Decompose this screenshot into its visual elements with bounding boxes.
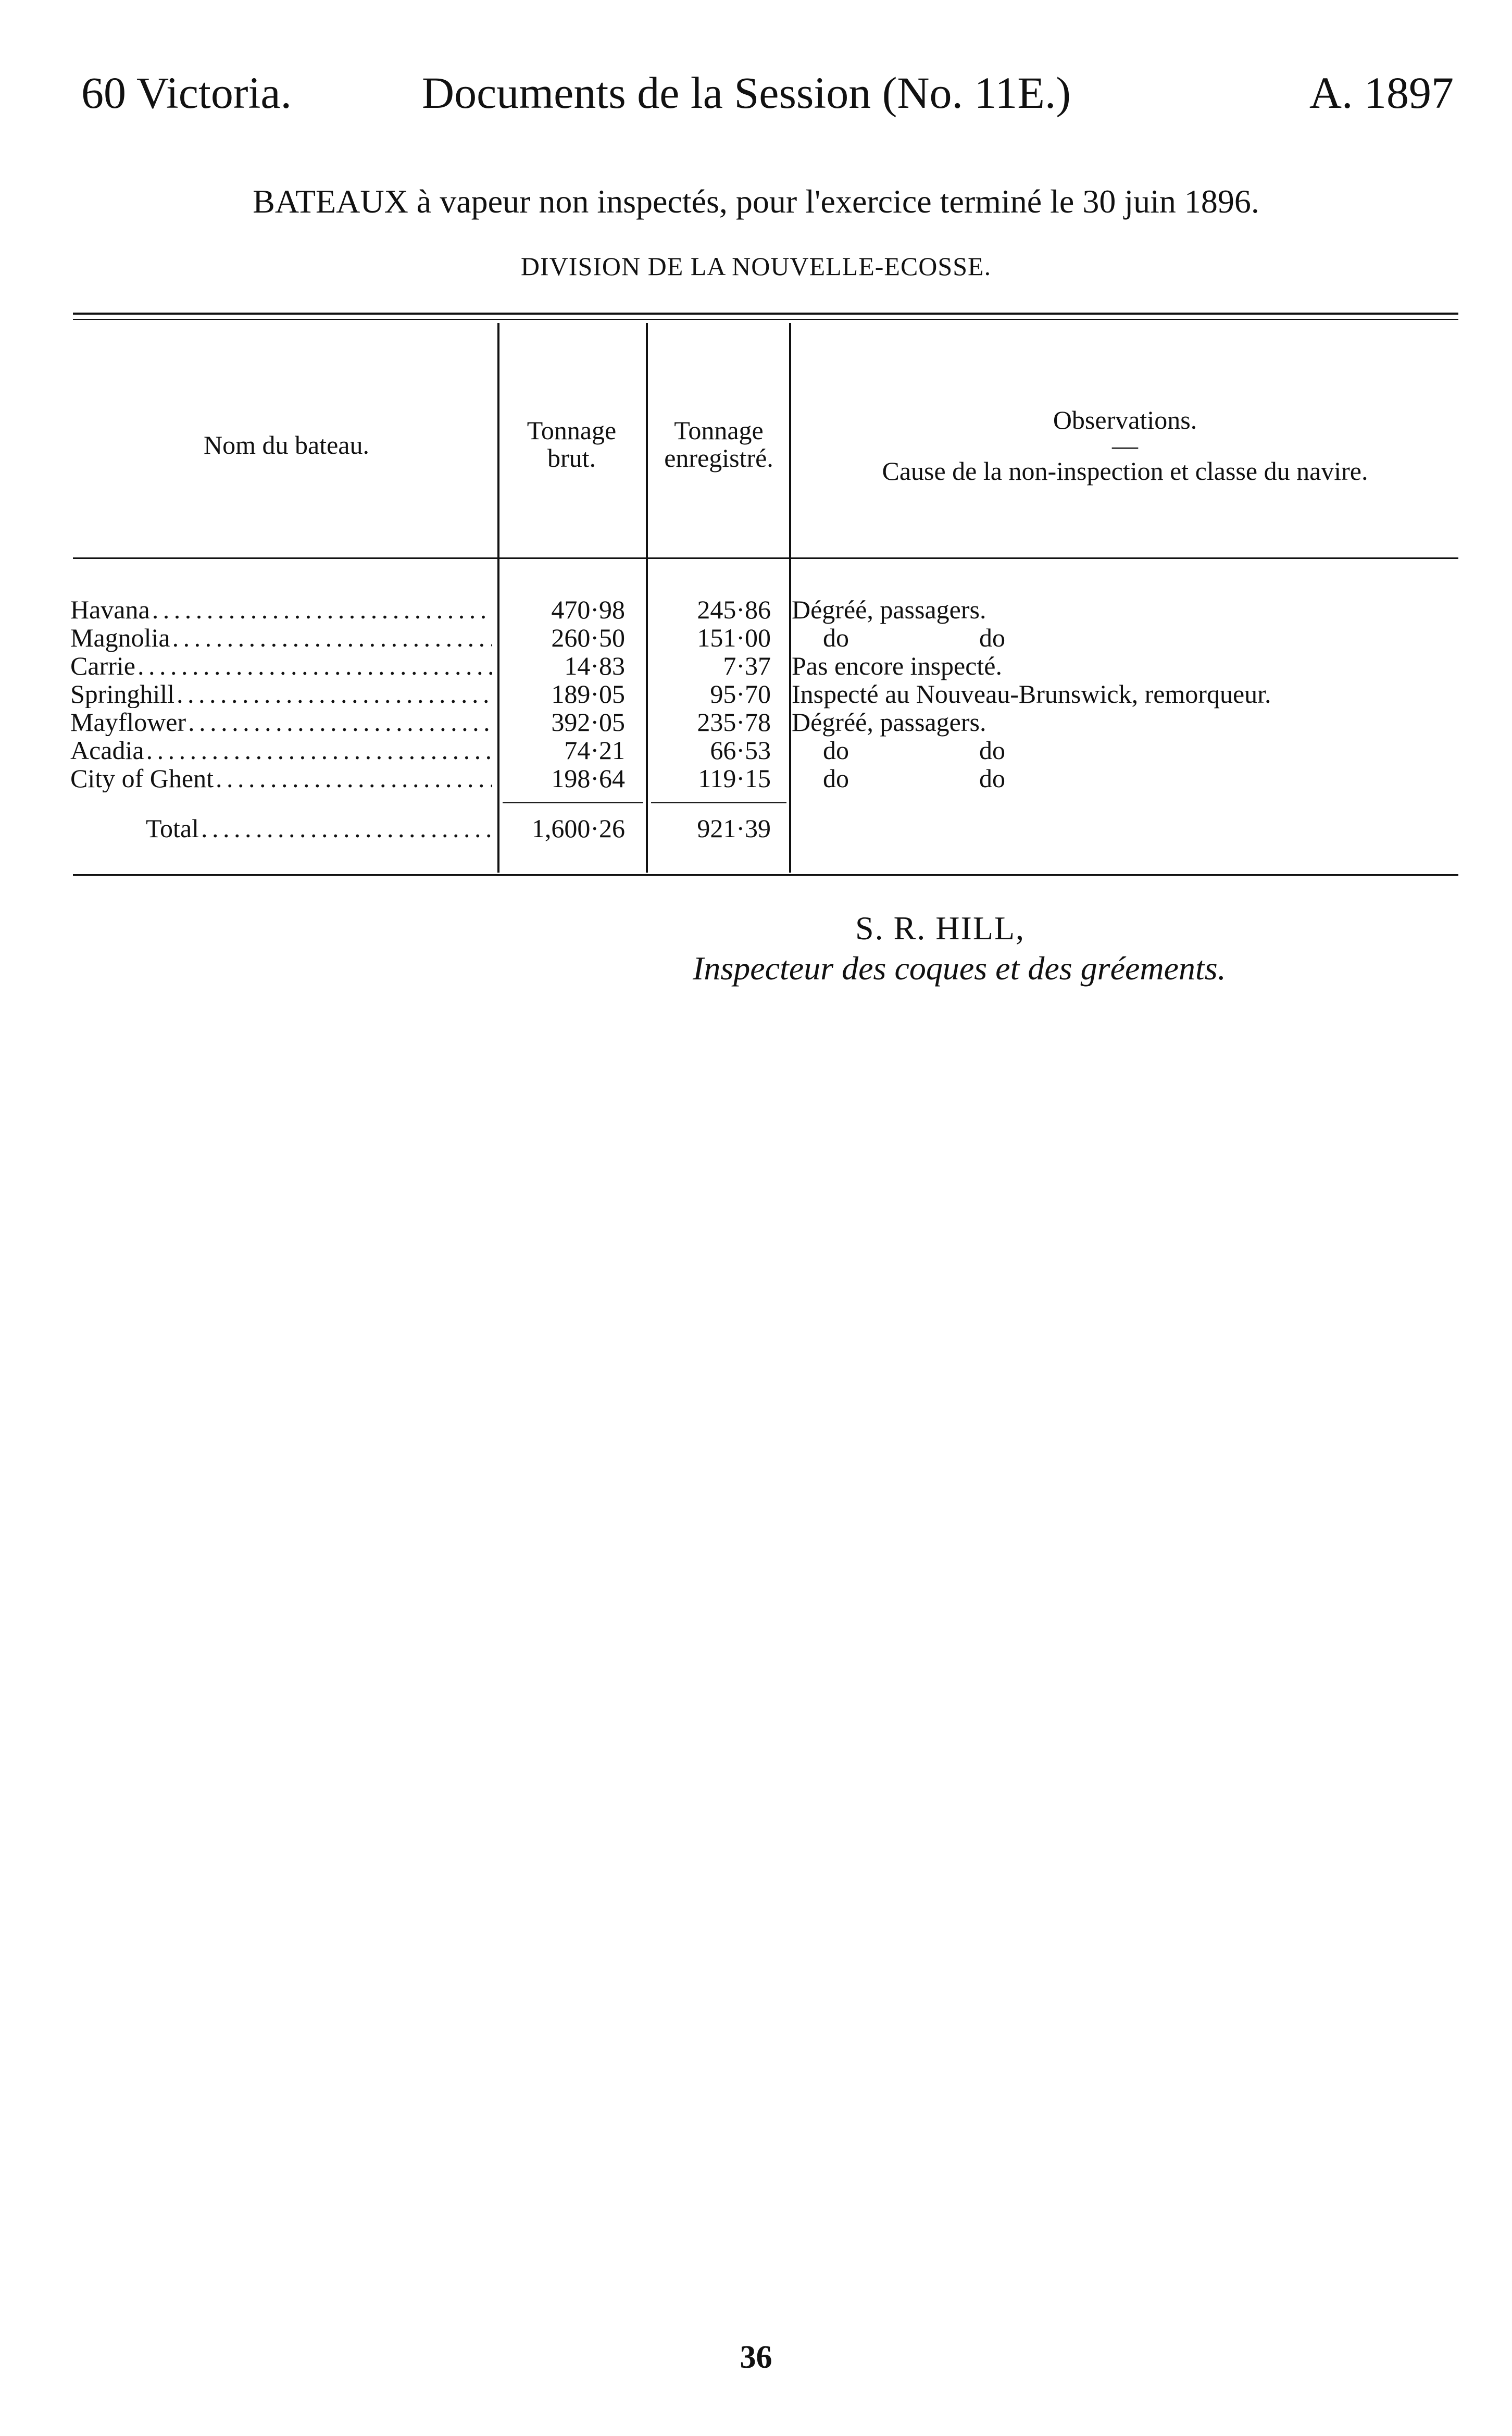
tonnage-reg-value: 235·78 — [697, 707, 771, 737]
column-header-reg-line2: enregistré. — [664, 443, 773, 473]
dot-leader — [177, 680, 492, 708]
dot-leader — [172, 624, 492, 652]
dot-leader — [138, 652, 492, 680]
table-top-rule — [73, 313, 1458, 315]
table-bottom-rule — [73, 874, 1458, 876]
header-volume: 60 Victoria. — [81, 68, 292, 118]
dot-leader — [201, 813, 492, 844]
total-label-cell — [146, 813, 492, 844]
row-name-cell — [70, 764, 492, 792]
header-session-documents: Documents de la Session (No. 11E.) — [422, 68, 1071, 118]
column-header-brut-line1: Tonnage — [527, 416, 617, 445]
observation-ditto — [792, 736, 1005, 764]
tonnage-reg-value: 95·70 — [710, 679, 771, 709]
total-sum-rule-reg — [651, 802, 786, 803]
observation-text: Dégréé, passagers. — [792, 707, 986, 737]
table-row — [0, 652, 1512, 680]
table-total-row — [0, 813, 1512, 844]
row-name-cell — [70, 736, 492, 764]
table-top-rule-second — [73, 319, 1458, 320]
table-row — [0, 736, 1512, 764]
tonnage-brut-value: 470·98 — [551, 595, 625, 624]
column-header-obs-line2: Cause de la non-inspection et classe du navire. — [882, 456, 1368, 486]
boat-name: Acadia — [70, 736, 144, 764]
tonnage-brut-value: 198·64 — [551, 764, 625, 793]
ditto-mark: do — [823, 736, 849, 765]
header-year: A. 1897 — [1309, 68, 1454, 118]
ditto-mark: do — [979, 764, 1005, 793]
ditto-mark: do — [979, 623, 1005, 652]
dot-leader — [216, 764, 492, 792]
ditto-mark: do — [823, 764, 849, 793]
column-header-tonnage-enregistre — [648, 417, 789, 471]
observation-text: Pas encore inspecté. — [792, 651, 1003, 680]
row-name-cell — [70, 624, 492, 652]
observation-text: Inspecté au Nouveau-Brunswick, remorqueur. — [792, 679, 1271, 709]
tonnage-reg-value: 66·53 — [710, 736, 771, 765]
column-header-brut-line2: brut. — [547, 443, 596, 473]
tonnage-reg-value: 245·86 — [697, 595, 771, 624]
total-label: Total — [146, 814, 199, 843]
observation-text: Dégréé, passagers. — [792, 595, 986, 624]
dot-leader — [188, 708, 492, 736]
table-row — [0, 595, 1512, 624]
column-header-reg-line1: Tonnage — [674, 416, 764, 445]
ditto-mark: do — [979, 736, 1005, 765]
page-number: 36 — [740, 2340, 772, 2375]
tonnage-brut-value: 14·83 — [564, 651, 625, 680]
column-header-tonnage-brut — [500, 417, 643, 471]
table-row — [0, 624, 1512, 652]
column-header-name — [156, 431, 417, 459]
row-name-cell — [70, 680, 492, 708]
table-row — [0, 680, 1512, 708]
tonnage-reg-value: 119·15 — [698, 764, 771, 793]
total-tonnage-reg: 921·39 — [697, 814, 771, 843]
boat-name: Mayflower — [70, 708, 186, 736]
column-header-observations — [792, 406, 1458, 484]
division-subtitle: DIVISION DE LA NOUVELLE-ECOSSE. — [520, 252, 992, 281]
total-sum-rule-brut — [503, 802, 643, 803]
table-row — [0, 708, 1512, 736]
tonnage-brut-value: 392·05 — [551, 707, 625, 737]
tonnage-brut-value: 189·05 — [551, 679, 625, 709]
observation-ditto — [792, 624, 1005, 652]
row-name-cell — [70, 708, 492, 736]
boat-name: Magnolia — [70, 624, 170, 652]
boat-name: Carrie — [70, 652, 135, 680]
tonnage-reg-value: 151·00 — [697, 623, 771, 652]
column-header-obs-dash: — — [1112, 430, 1138, 460]
tonnage-reg-value: 7·37 — [723, 651, 771, 680]
dot-leader — [152, 595, 492, 624]
row-name-cell — [70, 652, 492, 680]
ditto-mark: do — [823, 623, 849, 652]
page-title: BATEAUX à vapeur non inspectés, pour l'exercice terminé le 30 juin 1896. — [253, 183, 1259, 220]
signatory-title: Inspecteur des coques et des gréements. — [693, 950, 1226, 987]
tonnage-brut-value: 260·50 — [551, 623, 625, 652]
tonnage-brut-value: 74·21 — [564, 736, 625, 765]
row-name-cell — [70, 595, 492, 624]
observation-ditto — [792, 764, 1005, 792]
table-row — [0, 764, 1512, 792]
dot-leader — [146, 736, 492, 764]
column-header-obs-line1: Observations. — [1053, 405, 1197, 434]
total-tonnage-brut: 1,600·26 — [531, 814, 625, 843]
boat-name: Springhill — [70, 680, 175, 708]
column-header-name-label: Nom du bateau. — [204, 430, 369, 459]
boat-name: City of Ghent — [70, 764, 214, 792]
boat-name: Havana — [70, 595, 150, 624]
table-header-rule — [73, 557, 1458, 559]
signatory-name: S. R. HILL, — [855, 910, 1025, 947]
